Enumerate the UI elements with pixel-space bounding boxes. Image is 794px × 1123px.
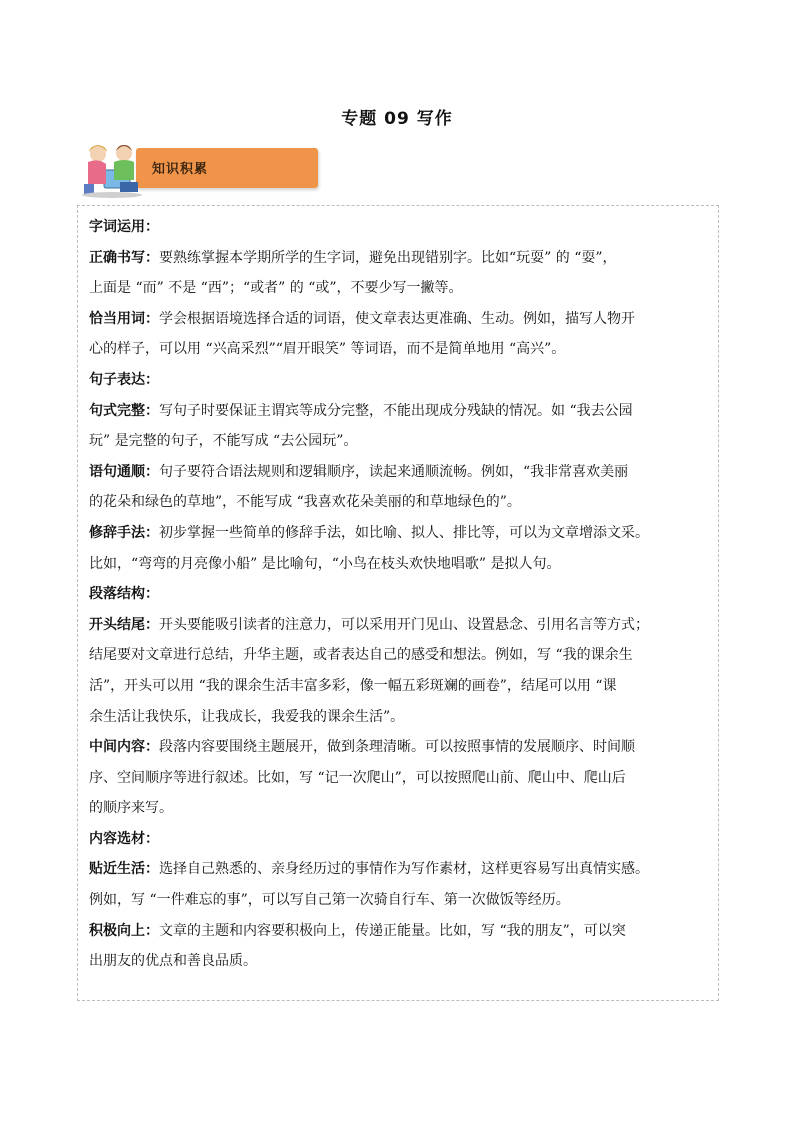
content-line: 正确书写：要熟练掌握本学期所学的生字词，避免出现错别字。比如“玩耍” 的 “耍”， bbox=[89, 249, 617, 266]
content-line: 结尾要对文章进行总结，升华主题，或者表达自己的感受和想法。例如，写 “我的课余生 bbox=[89, 647, 633, 664]
content-line: 句子表达： bbox=[89, 371, 159, 388]
content-line: 内容选材： bbox=[89, 830, 159, 847]
content-line: 积极向上：文章的主题和内容要积极向上，传递正能量。比如，写 “我的朋友”，可以突 bbox=[89, 922, 626, 939]
page-title: 专题 09 写作 bbox=[341, 109, 453, 129]
kids-illustration-icon bbox=[76, 140, 146, 198]
content-line: 修辞手法：初步掌握一些简单的修辞手法，如比喻、拟人、排比等，可以为文章增添文采。 bbox=[89, 524, 649, 541]
content-line: 例如，写 “一件难忘的事”，可以写自己第一次骑自行车、第一次做饭等经历。 bbox=[89, 892, 570, 909]
content-line: 心的样子，可以用 “兴高采烈”“眉开眼笑” 等词语，而不是简单地用 “高兴”。 bbox=[89, 341, 566, 358]
content-lines bbox=[89, 212, 713, 977]
content-line: 恰当用词：学会根据语境选择合适的词语，使文章表达更准确、生动。例如，描写人物开 bbox=[89, 310, 635, 327]
content-line: 字词运用： bbox=[89, 219, 159, 235]
content-line: 出朋友的优点和善良品质。 bbox=[89, 953, 257, 970]
content-line: 中间内容：段落内容要围绕主题展开，做到条理清晰。可以按照事情的发展顺序、时间顺 bbox=[89, 739, 635, 756]
content-line: 贴近生活：选择自己熟悉的、亲身经历过的事情作为写作素材，这样更容易写出真情实感。 bbox=[89, 861, 649, 878]
content-line: 语句通顺：句子要符合语法规则和逻辑顺序，读起来通顺流畅。例如，“我非常喜欢美丽 bbox=[89, 463, 629, 480]
content-line: 玩” 是完整的句子，不能写成 “去公园玩”。 bbox=[89, 433, 358, 450]
content-line: 的花朵和绿色的草地”，不能写成 “我喜欢花朵美丽的和草地绿色的”。 bbox=[89, 494, 521, 511]
content-line: 句式完整：写句子时要保证主谓宾等成分完整，不能出现成分残缺的情况。如 “我去公园 bbox=[89, 402, 633, 419]
content-line: 段落结构： bbox=[89, 586, 159, 603]
content-line: 上面是 “而” 不是 “西”；“或者” 的 “或”，不要少写一撇等。 bbox=[89, 280, 463, 297]
banner-label: 知识积累 bbox=[152, 162, 209, 177]
section-banner bbox=[76, 140, 246, 198]
content-line: 比如，“弯弯的月亮像小船” 是比喻句，“小鸟在枝头欢快地唱歌” 是拟人句。 bbox=[89, 555, 561, 572]
content-line: 活”，开头可以用 “我的课余生活丰富多彩，像一幅五彩斑斓的画卷”，结尾可以用 “课 bbox=[89, 677, 617, 694]
content-line: 余生活让我快乐，让我成长，我爱我的课余生活”。 bbox=[89, 708, 405, 725]
content-line: 序、空间顺序等进行叙述。比如，写 “记一次爬山”，可以按照爬山前、爬山中、爬山后 bbox=[89, 769, 626, 786]
content-line: 的顺序来写。 bbox=[89, 800, 173, 817]
content-line: 开头结尾：开头要能吸引读者的注意力，可以采用开门见山、设置悬念、引用名言等方式； bbox=[89, 616, 649, 633]
